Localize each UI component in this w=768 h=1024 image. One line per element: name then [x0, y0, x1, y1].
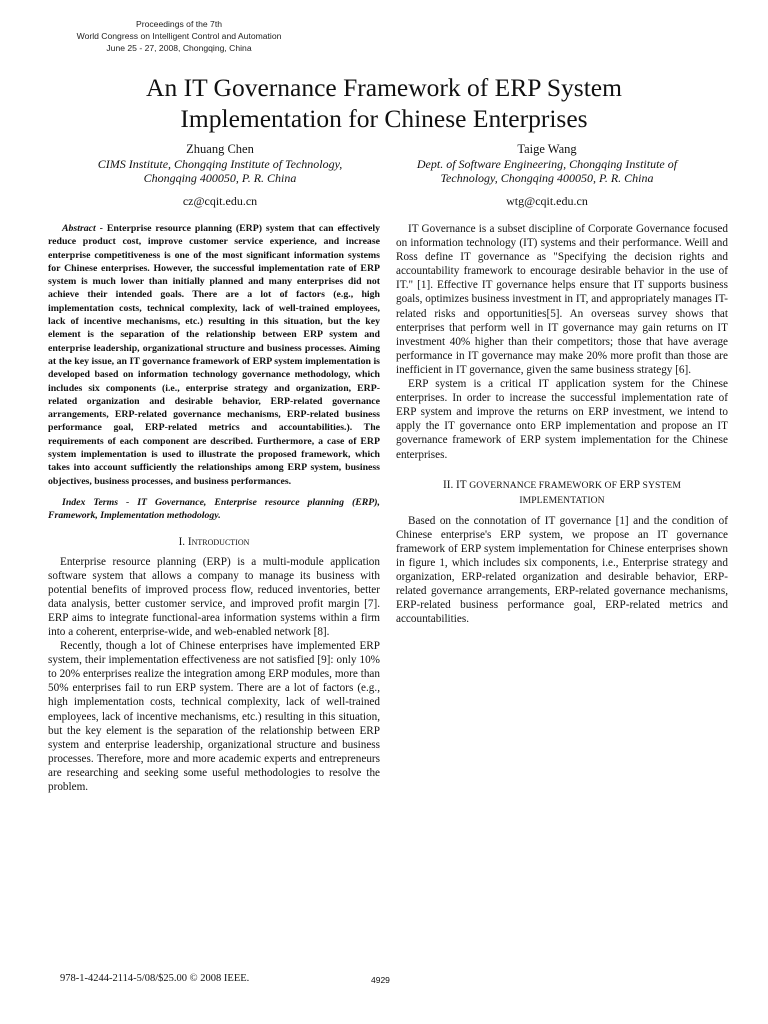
- section-1-heading: [48, 535, 380, 549]
- section-2-part-d: IMPLEMENTATION: [519, 494, 605, 506]
- section-2-prefix: II. IT: [443, 478, 470, 491]
- section-1-title: ntroduction: [191, 535, 250, 548]
- section-1-paragraph-2: Recently, though a lot of Chinese enterprises have implemented ERP system, their implementation effectiveness are not satisfied [9]: only 10% to 20% enterprises realize the integration among ERP modules, more than 50% enterprises fail to run ERP system. There are a lot of factors (e.g., high implementation costs, technical complexity, lack of well-trained employees, lack of incentive mechanisms, etc.) resulting in this situation, but the key element is the separation of the relationship between ERP system and enterprise leadership, organizational structure and business processes. Therefore, more and more academic experts and entrepreneurs are researching and seeking some useful methodologies to resolve the problem.: [48, 640, 380, 794]
- author-affiliation-line-2: Chongqing 400050, P. R. China: [143, 171, 297, 185]
- intro-paragraph-4: ERP system is a critical IT application system for the Chinese enterprises. In order to increase the successful implementation rate of ERP system and improve the returns on ERP investment, we intend to apply the IT governance onto ERP implementation and propose an IT governance framework of ERP system implementation for the Chinese enterprises.: [396, 378, 728, 461]
- copyright-notice: 978-1-4244-2114-5/08/$25.00 © 2008 IEEE.: [60, 973, 250, 984]
- title-line-1: An IT Governance Framework of ERP System: [146, 73, 622, 102]
- title-line-2: Implementation for Chinese Enterprises: [180, 104, 588, 133]
- section-2-paragraph-1: Based on the connotation of IT governance [1] and the condition of Chinese enterprise's ERP system, we propose an IT governance framework of ERP system implementation for Chinese enterprises shown in figure 1, which includes six components, i.e., Enterprise strategy and organization, ERP-related organization and desirable behavior, ERP-related governance arrangements, ERP-related governance mechanisms, ERP-related business performance goal, ERP-related metrics and accountabilities.: [396, 514, 728, 626]
- paper-title: [0, 72, 768, 134]
- intro-paragraph-3: IT Governance is a subset discipline of Corporate Governance focused on information technology (IT) systems and their performance. Weill and Ross define IT governance as "Specifying the decision rights and accountability framework to encourage desirable behavior in the use of IT." [1]. Effective IT governance helps ensure that IT supports business goals, optimizes business investment in IT, and appropriately manages IT-related risks and opportunities[5]. An overseas survey shows that enterprises that perform well in IT governance may gain returns on IT investment 40% higher than their competitors; those that have average performance in IT governance may make 20% more profit than those are inefficient in IT governance, given the same business strategy [6].: [396, 223, 728, 376]
- author-affiliation-line-1: CIMS Institute, Chongqing Institute of Technology,: [97, 156, 343, 171]
- author-block-2: [377, 142, 717, 208]
- index-terms: Index Terms - IT Governance, Enterprise resource planning (ERP), Framework, Implementation methodology.: [48, 496, 380, 522]
- abstract-sep: -: [95, 223, 107, 234]
- section-2-part-c: SYSTEM: [640, 479, 681, 491]
- proceedings-line-2: World Congress on Intelligent Control and Automation: [76, 31, 282, 41]
- author-name: Zhuang Chen: [186, 142, 254, 156]
- author-affiliation-line-1: Dept. of Software Engineering, Chongqing Institute of: [416, 156, 678, 171]
- section-2-part-a: GOVERNANCE FRAMEWORK OF: [469, 479, 620, 491]
- author-block-1: [50, 142, 390, 208]
- section-2-part-b: ERP: [619, 478, 641, 491]
- proceedings-header: [70, 18, 288, 54]
- author-email[interactable]: wtg@cqit.edu.cn: [506, 193, 588, 208]
- abstract: [48, 222, 380, 488]
- page-number: 4929: [371, 975, 390, 985]
- left-column: [48, 222, 380, 794]
- author-name: Taige Wang: [517, 142, 577, 156]
- section-1-paragraph-1: Enterprise resource planning (ERP) is a multi-module application software system that allows a company to manage its business with potential benefits of improved process flow, reduced inventories, better data analysis, better customer service, and improved profit margin [7]. ERP aims to integrate functional-area information systems within a firm into a coherent, enterprise-wide, and web-enabled network [8].: [48, 555, 380, 638]
- proceedings-line-1: Proceedings of the 7th: [136, 19, 222, 29]
- author-email[interactable]: cz@cqit.edu.cn: [182, 193, 258, 208]
- abstract-lead: Abstract: [62, 223, 96, 234]
- right-column: [396, 222, 728, 626]
- section-2-heading: [396, 478, 728, 508]
- proceedings-line-3: June 25 - 27, 2008, Chongqing, China: [106, 43, 252, 53]
- section-1-num: I. I: [178, 535, 192, 548]
- abstract-text: Enterprise resource planning (ERP) system that can effectively reduce product cost, improve customer service experience, and increase enterprise competitiveness is one of the most significant information systems for Chinese enterprises. However, the successful implementation rate of ERP system is much lower than initially planned and many enterprises did not achieve their intended goals. There are a lot of factors (e.g., high implementation costs, technical complexity, lack of well-trained employees, lack of incentive mechanisms, etc.) resulting in this situation, but the key element is the separation of the relationship between ERP system and enterprise leadership, organizational structure and business processes. Aiming at the key issue, an IT governance framework of ERP system implementation is developed based on information technology governance methodology, which includes six components (i.e., enterprise strategy and organization, ERP-related organization and desirable behavior, ERP-related governance arrangements, ERP-related governance mechanisms, ERP-related business performance goal, ERP-related metrics and accountabilities.). The requirements of each component are described. Furthermore, a case of ERP system implementation is used to illustrate the proposed framework, which takes into account sufficiently the relationships among ERP system, business objectives, business processes, and business performances.: [48, 223, 380, 487]
- author-affiliation-line-2: Technology, Chongqing 400050, P. R. China: [440, 171, 654, 185]
